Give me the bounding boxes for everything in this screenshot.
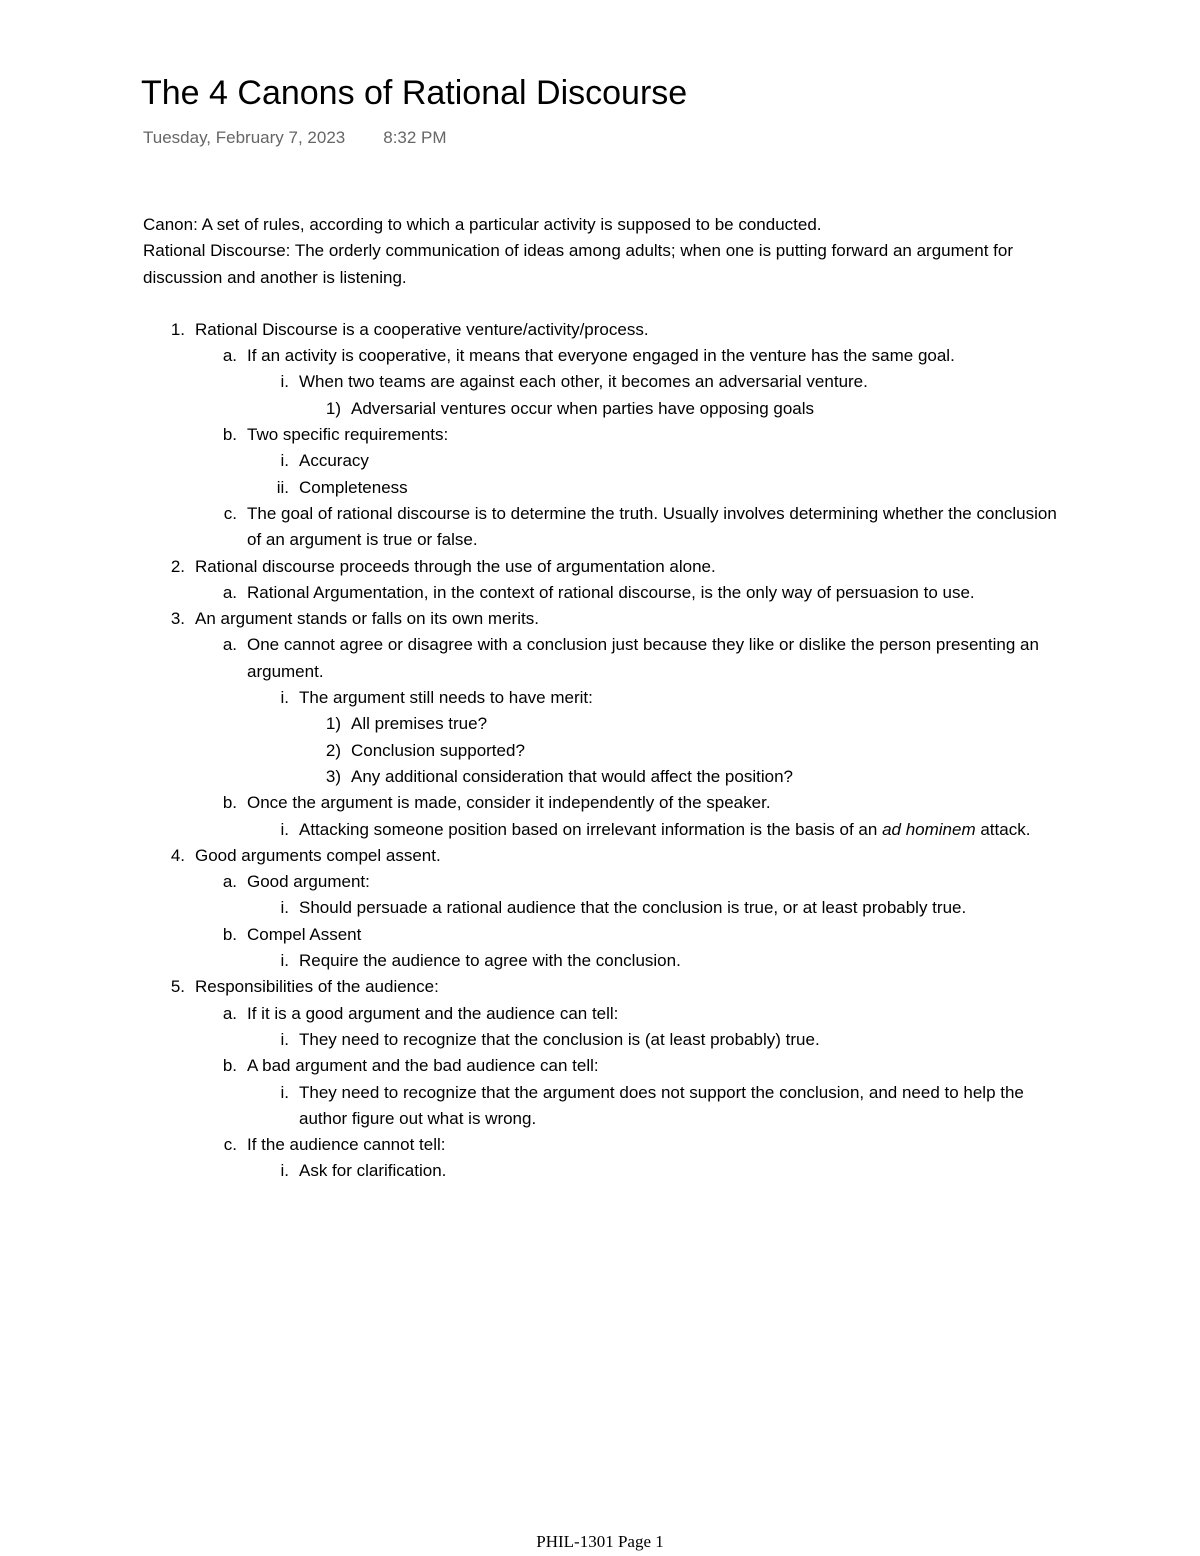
list-marker: 2) [325, 740, 341, 760]
outline-item-level-2 [143, 1001, 1063, 1027]
list-marker: i. [280, 898, 289, 918]
list-marker: i. [280, 451, 289, 471]
page-footer: PHIL-1301 Page 1 [536, 1532, 664, 1551]
outline-item-level-1 [143, 554, 1063, 580]
list-item-text [299, 817, 1063, 843]
outline-item-level-2 [143, 1053, 1063, 1079]
list-item-text: Adversarial ventures occur when parties have opposing goals [351, 398, 815, 418]
list-marker: b. [222, 924, 237, 944]
list-item-text: Ask for clarification. [299, 1161, 447, 1181]
definition-rational-discourse: Rational Discourse: The orderly communication of ideas among adults; when one is putting forward an argument for discussion and another is listening. [143, 241, 1013, 287]
list-item-text: One cannot agree or disagree with a conclusion just because they like or dislike the person presenting an argument. [247, 635, 1039, 681]
note-timestamp [143, 128, 447, 148]
list-marker: i. [280, 1082, 289, 1102]
list-item-text: Should persuade a rational audience that the conclusion is true, or at least probably true. [299, 898, 967, 918]
list-item-text: Rational Discourse is a cooperative venture/activity/process. [195, 319, 649, 339]
outline-item-level-3 [143, 1158, 1063, 1184]
list-item-text-part: Attacking someone position based on irrelevant information is the basis of an [299, 819, 883, 839]
outline-item-level-2 [143, 869, 1063, 895]
outline-item-level-3 [143, 475, 1063, 501]
list-item-text: Accuracy [299, 451, 369, 471]
outline-item-level-3 [143, 895, 1063, 921]
outline-item-level-1 [143, 843, 1063, 869]
list-marker: c. [223, 1135, 237, 1155]
list-marker: c. [223, 503, 237, 523]
list-item-text: The argument still needs to have merit: [299, 688, 593, 708]
note-date: Tuesday, February 7, 2023 [143, 128, 346, 147]
outline-item-level-3 [143, 1080, 1063, 1133]
outline-item-level-2 [143, 790, 1063, 816]
outline-item-level-1 [143, 317, 1063, 343]
list-marker: i. [280, 819, 289, 839]
list-item-text: Require the audience to agree with the conclusion. [299, 951, 681, 971]
list-marker: 1. [170, 319, 185, 339]
list-marker: 1) [325, 398, 341, 418]
list-item-text: A bad argument and the bad audience can tell: [247, 1056, 599, 1076]
outline-item-level-2 [143, 922, 1063, 948]
list-marker: a. [222, 1003, 237, 1023]
page-title: The 4 Canons of Rational Discourse [141, 74, 688, 112]
outline-item-level-1 [143, 606, 1063, 632]
list-marker: ii. [276, 477, 289, 497]
list-item-text: When two teams are against each other, it becomes an adversarial venture. [299, 372, 868, 392]
list-marker: a. [222, 346, 237, 366]
list-item-text: Conclusion supported? [351, 740, 525, 760]
list-marker: b. [222, 793, 237, 813]
list-marker: a. [222, 635, 237, 655]
list-item-text: They need to recognize that the argument does not support the conclusion, and need to help the author figure out what is wrong. [299, 1082, 1024, 1128]
list-marker: 3. [170, 609, 185, 629]
outline-item-level-3 [143, 448, 1063, 474]
outline-item-level-2 [143, 343, 1063, 369]
list-marker: 2. [170, 556, 185, 576]
list-item-text: If it is a good argument and the audience can tell: [247, 1003, 619, 1023]
list-item-text: They need to recognize that the conclusion is (at least probably) true. [299, 1029, 820, 1049]
list-item-text: An argument stands or falls on its own merits. [195, 609, 539, 629]
list-item-text: Responsibilities of the audience: [195, 977, 439, 997]
list-marker: b. [222, 1056, 237, 1076]
list-marker: i. [280, 688, 289, 708]
list-item-text: If an activity is cooperative, it means that everyone engaged in the venture has the same goal. [247, 346, 955, 366]
list-marker: 5. [170, 977, 185, 997]
outline-item-level-2 [143, 501, 1063, 554]
outline-item-level-2 [143, 422, 1063, 448]
outline-item-level-3 [143, 369, 1063, 395]
list-marker: i. [280, 951, 289, 971]
list-item-italic-term: ad hominem [882, 819, 976, 839]
outline-item-level-3 [143, 948, 1063, 974]
list-item-text: Any additional consideration that would affect the position? [351, 766, 793, 786]
list-item-text: If the audience cannot tell: [247, 1135, 446, 1155]
list-item-text: Two specific requirements: [247, 425, 449, 445]
list-marker: i. [280, 1161, 289, 1181]
outline-list [143, 317, 1063, 1185]
outline-item-level-3 [143, 817, 1063, 843]
outline-item-level-4 [143, 396, 1063, 422]
list-item-text: The goal of rational discourse is to determine the truth. Usually involves determining whether the conclusion of an argument is true or false. [247, 503, 1057, 550]
list-item-text: Good argument: [247, 872, 370, 892]
outline-item-level-2 [143, 1132, 1063, 1158]
list-marker: 1) [325, 714, 341, 734]
definition-canon: Canon: A set of rules, according to which a particular activity is supposed to be conducted. [143, 215, 822, 234]
outline-item-level-1 [143, 974, 1063, 1000]
list-item-text-part: attack. [975, 819, 1031, 839]
list-marker: a. [222, 872, 237, 892]
note-body [143, 212, 1063, 1185]
list-marker: i. [280, 1029, 289, 1049]
list-marker: a. [222, 582, 237, 602]
list-item-text: All premises true? [351, 714, 488, 734]
list-marker: b. [222, 425, 237, 445]
outline-item-level-3 [143, 685, 1063, 711]
list-item-text: Once the argument is made, consider it independently of the speaker. [247, 793, 771, 813]
outline-item-level-4 [143, 711, 1063, 737]
list-marker: 4. [170, 845, 185, 865]
list-item-text: Rational discourse proceeds through the use of argumentation alone. [195, 556, 716, 576]
outline-item-level-4 [143, 764, 1063, 790]
note-time: 8:32 PM [383, 128, 447, 147]
outline-item-level-4 [143, 738, 1063, 764]
list-item-text: Compel Assent [247, 924, 362, 944]
list-item-text: Completeness [299, 477, 408, 497]
list-marker: i. [280, 372, 289, 392]
outline-item-level-3 [143, 1027, 1063, 1053]
outline-item-level-2 [143, 632, 1063, 685]
list-item-text: Good arguments compel assent. [195, 845, 441, 865]
definitions [143, 212, 1063, 291]
list-item-text: Rational Argumentation, in the context of rational discourse, is the only way of persuasion to use. [247, 582, 975, 602]
list-marker: 3) [325, 766, 341, 786]
outline-item-level-2 [143, 580, 1063, 606]
